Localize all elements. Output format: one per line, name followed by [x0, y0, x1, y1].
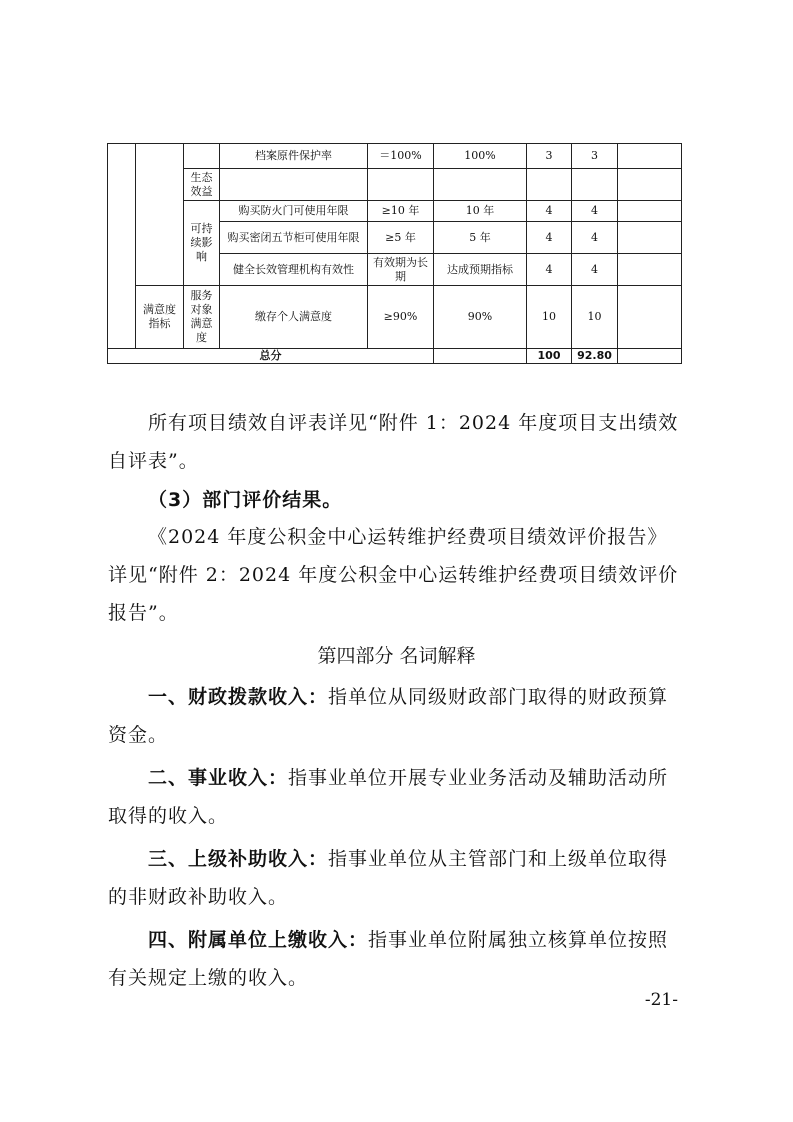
table-row [108, 169, 682, 201]
term-desc: 指单位从同级财政部门取得的财政预算资金。 [108, 686, 669, 746]
table-cell [434, 349, 527, 364]
term-item [108, 840, 686, 916]
table-row [108, 286, 682, 349]
table-cell: ≥5 年 [368, 222, 434, 254]
table-cell: 健全长效管理机构有效性 [220, 254, 368, 286]
term-label: 四、附属单位上缴收入： [148, 929, 369, 951]
table-cell: 10 年 [434, 201, 527, 222]
term-desc: 指事业单位从主管部门和上级单位取得的非财政补助收入。 [108, 848, 669, 908]
term-label: 一、财政拨款收入： [148, 686, 329, 708]
term-desc: 指事业单位开展专业业务活动及辅助活动所取得的收入。 [108, 767, 669, 827]
term-desc: 指事业单位附属独立核算单位按照有关规定上缴的收入。 [108, 929, 669, 989]
table-cell: 4 [572, 254, 618, 286]
table-cell: 购买防火门可使用年限 [220, 201, 368, 222]
table-cell [136, 144, 184, 286]
table-cell: 10 [572, 286, 618, 349]
term-item [108, 678, 686, 754]
table-cell: 90% [434, 286, 527, 349]
table-cell: ＝100% [368, 144, 434, 169]
table-cell [618, 144, 682, 169]
table-cell [618, 222, 682, 254]
table-cell: 满意度指标 [136, 286, 184, 349]
table-row [108, 144, 682, 169]
table-cell: 4 [527, 254, 572, 286]
table-cell: 100% [434, 144, 527, 169]
table-cell: 服务对象满意度 [184, 286, 220, 349]
table-cell: ≥10 年 [368, 201, 434, 222]
table-cell [108, 144, 136, 349]
table-cell [618, 201, 682, 222]
table-cell: 可持续影响 [184, 201, 220, 286]
table-cell: 4 [527, 201, 572, 222]
table-cell [572, 169, 618, 201]
total-weight: 100 [527, 349, 572, 364]
table-cell: 5 年 [434, 222, 527, 254]
term-label: 二、事业收入： [148, 767, 289, 789]
table-cell [184, 144, 220, 169]
performance-table [107, 143, 682, 364]
total-score: 92.80 [572, 349, 618, 364]
table-cell: 档案原件保护率 [220, 144, 368, 169]
table-cell [618, 286, 682, 349]
table-cell: 购买密闭五节柜可使用年限 [220, 222, 368, 254]
table-cell: 3 [572, 144, 618, 169]
table-cell [527, 169, 572, 201]
table-cell: 4 [527, 222, 572, 254]
table-cell: 有效期为长期 [368, 254, 434, 286]
table-total-row [108, 349, 682, 364]
table-cell [368, 169, 434, 201]
paragraph-attachment-1: 所有项目绩效自评表详见“附件 1：2024 年度项目支出绩效自评表”。 [108, 412, 679, 472]
table-cell: 10 [527, 286, 572, 349]
table-cell: 达成预期指标 [434, 254, 527, 286]
table-cell: 4 [572, 201, 618, 222]
table-cell: 生态效益 [184, 169, 220, 201]
paragraph-attachment-2: 《2024 年度公积金中心运转维护经费项目绩效评价报告》详见“附件 2：2024 年度公积金中心运转维护经费项目绩效评价报告”。 [108, 526, 679, 624]
page-number: -21- [644, 990, 678, 1010]
table-cell [618, 254, 682, 286]
table-cell [434, 169, 527, 201]
section-title: 第四部分 名词解释 [317, 645, 476, 667]
term-item [108, 759, 686, 835]
table-cell: ≥90% [368, 286, 434, 349]
table-row [108, 201, 682, 222]
table-cell: 4 [572, 222, 618, 254]
term-item [108, 921, 686, 997]
table-cell [618, 169, 682, 201]
term-label: 三、上级补助收入： [148, 848, 329, 870]
table-cell: 缴存个人满意度 [220, 286, 368, 349]
table-cell [220, 169, 368, 201]
table-cell: 3 [527, 144, 572, 169]
subsection-heading: （3）部门评价结果。 [148, 489, 343, 511]
total-label: 总分 [108, 349, 434, 364]
table-cell [618, 349, 682, 364]
